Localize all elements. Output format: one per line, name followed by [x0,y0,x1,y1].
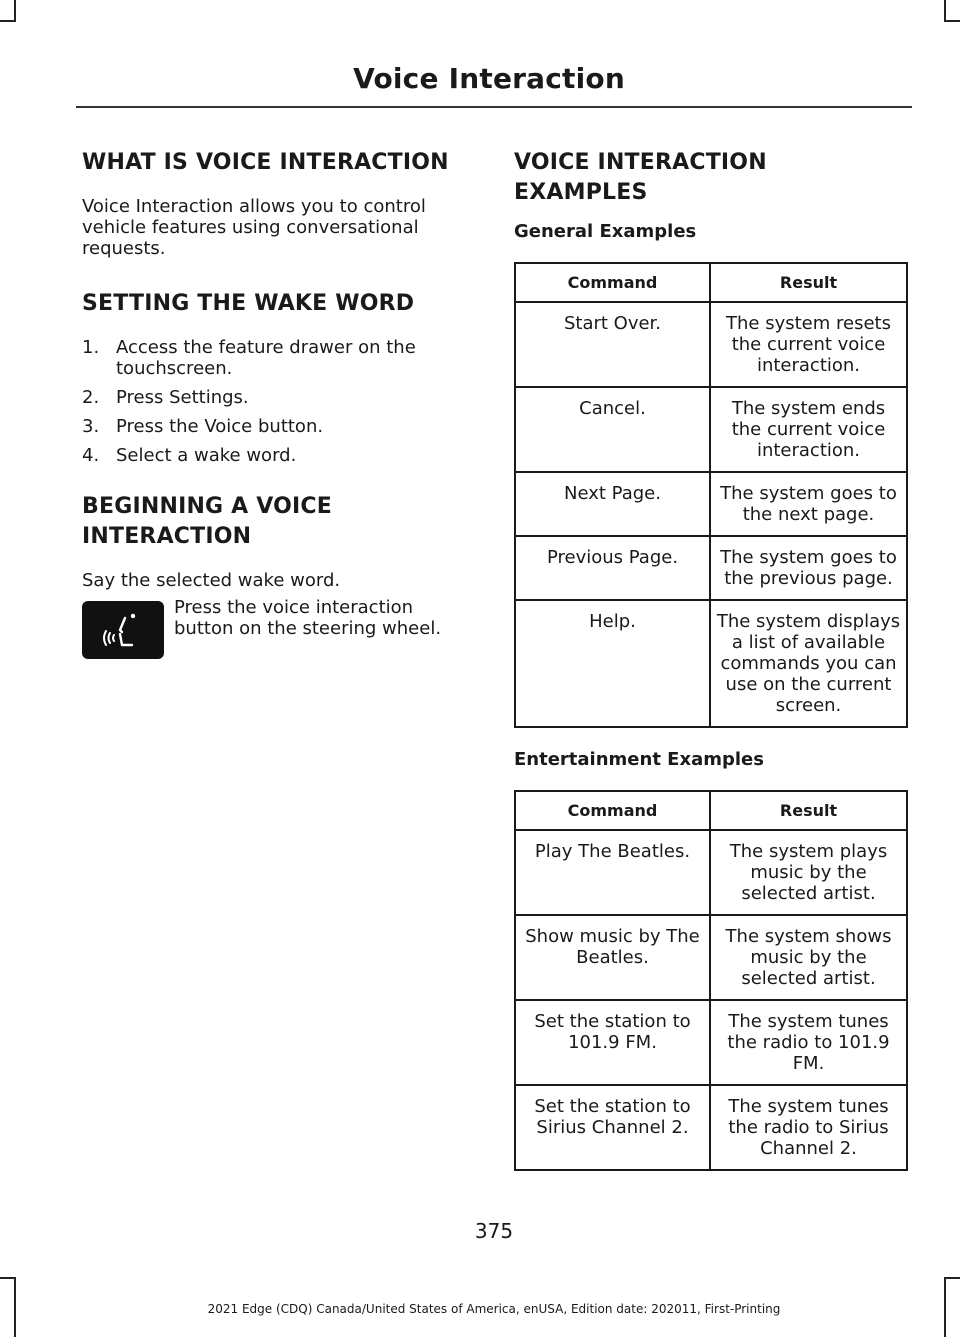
result-cell: The system plays music by the selected artist. [710,830,907,915]
section-heading-wake-word: SETTING THE WAKE WORD [82,291,415,316]
command-cell: Next Page. [515,472,710,536]
icon-description: Press the voice interaction button on the steering wheel. [174,597,442,639]
list-item: 3. Press the Voice button. [82,416,324,437]
crop-mark [944,1277,960,1279]
page-title: Voice Interaction [353,62,625,95]
table-row [515,1085,907,1170]
edition-footer: 2021 Edge (CDQ) Canada/United States of America, enUSA, Edition date: 202011, First-Printing [207,1302,781,1316]
column-header-result: Result [710,263,907,302]
table-row [515,600,907,727]
command-cell: Set the station to 101.9 FM. [515,1000,710,1085]
command-cell: Show music by The Beatles. [515,915,710,1000]
column-header-command: Command [515,791,710,830]
wake-word-steps [82,337,477,466]
result-cell: The system ends the current voice interaction. [710,387,907,472]
section-heading-examples: VOICE INTERACTION EXAMPLES [514,150,767,205]
what-is-body: Voice Interaction allows you to control vehicle features using conversational requests. [82,196,426,259]
beginning-body: Say the selected wake word. [82,570,341,591]
left-column [82,148,477,671]
table-row [515,830,907,915]
table-row [515,915,907,1000]
result-cell: The system resets the current voice interaction. [710,302,907,387]
entertainment-examples-title: Entertainment Examples [514,749,764,770]
entertainment-examples-table [514,790,908,1171]
result-cell: The system goes to the previous page. [710,536,907,600]
page-number: 375 [474,1219,514,1243]
section-heading-what-is: WHAT IS VOICE INTERACTION [82,150,449,175]
table-row [515,536,907,600]
crop-mark [0,1277,16,1279]
command-cell: Previous Page. [515,536,710,600]
crop-mark [14,0,16,20]
general-examples-table [514,262,908,728]
header-divider [76,106,912,108]
table-row [515,472,907,536]
table-row [515,302,907,387]
result-cell: The system tunes the radio to Sirius Channel 2. [710,1085,907,1170]
result-cell: The system displays a list of available commands you can use on the current screen. [710,600,907,727]
table-row [515,1000,907,1085]
result-cell: The system tunes the radio to 101.9 FM. [710,1000,907,1085]
command-cell: Start Over. [515,302,710,387]
icon-row [82,597,477,671]
column-header-command: Command [515,263,710,302]
result-cell: The system shows music by the selected artist. [710,915,907,1000]
crop-mark [944,20,960,22]
table-row [515,387,907,472]
section-heading-beginning: BEGINNING A VOICE INTERACTION [82,494,332,549]
command-cell: Set the station to Sirius Channel 2. [515,1085,710,1170]
result-cell: The system goes to the next page. [710,472,907,536]
list-item: 2. Press Settings. [82,387,249,408]
table-header-row [515,263,907,302]
list-item: 4. Select a wake word. [82,445,297,466]
column-header-result: Result [710,791,907,830]
command-cell: Help. [515,600,710,727]
command-cell: Play The Beatles. [515,830,710,915]
right-column [514,148,906,1171]
general-examples-title: General Examples [514,221,697,242]
list-item: 1. Access the feature drawer on the touchscreen. [82,337,416,379]
crop-mark [0,20,16,22]
voice-interaction-icon [82,601,164,659]
command-cell: Cancel. [515,387,710,472]
table-header-row [515,791,907,830]
crop-mark [944,0,946,20]
